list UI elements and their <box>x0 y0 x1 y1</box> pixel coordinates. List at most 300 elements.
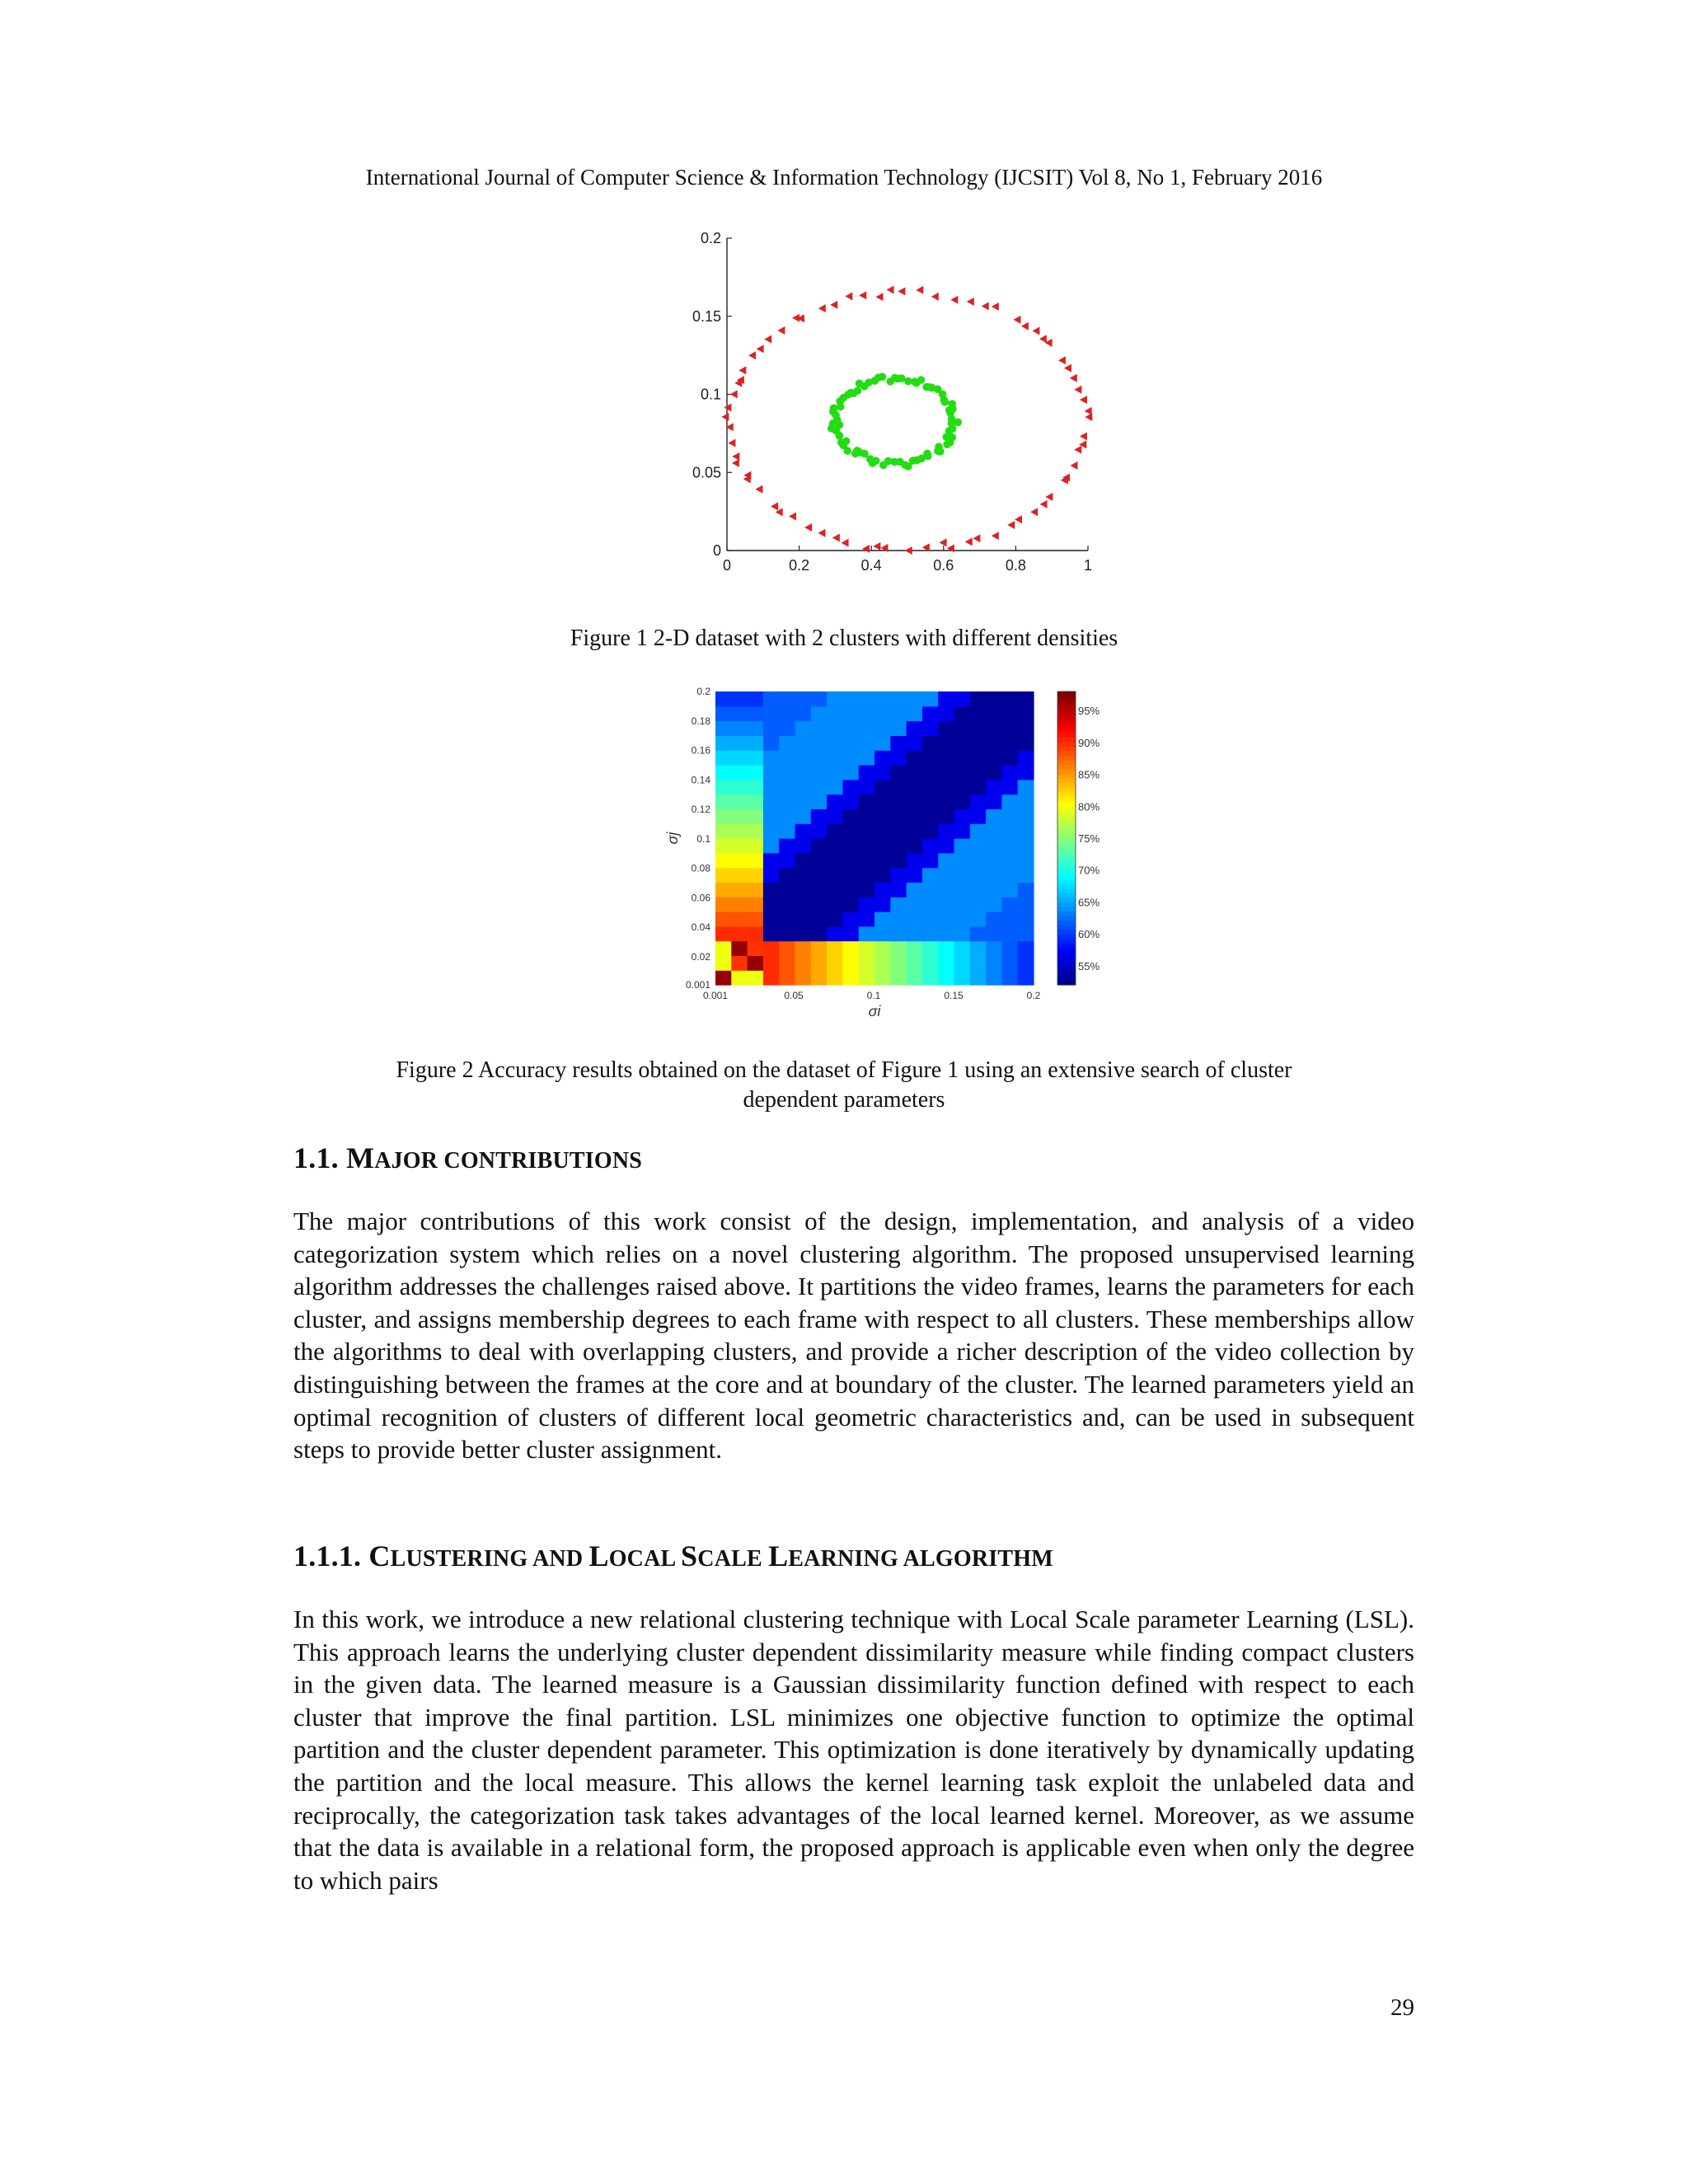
colorbar-segment <box>1057 907 1076 912</box>
heatmap-cell <box>779 735 795 750</box>
red-cluster-point <box>777 326 785 335</box>
heatmap-cell <box>795 955 812 970</box>
heatmap-cell <box>986 882 1002 897</box>
colorbar-segment <box>1057 843 1076 848</box>
heatmap-cell <box>970 750 987 765</box>
heatmap-cell <box>890 794 907 809</box>
red-cluster-point <box>967 298 974 306</box>
heatmap-cell <box>938 721 954 736</box>
heatmap-cell <box>1018 750 1034 765</box>
heatmap-cell <box>859 838 875 853</box>
colorbar-segment <box>1057 856 1076 861</box>
heatmap-cell <box>922 808 939 823</box>
colorbar-segment <box>1057 820 1076 825</box>
heatmap-cell <box>890 838 907 853</box>
heatmap-cell <box>795 780 812 794</box>
green-cluster-point <box>926 383 934 391</box>
heatmap-cell <box>731 735 748 750</box>
heatmap-cell <box>938 838 954 853</box>
heatmap-cell <box>859 970 875 985</box>
heatmap-cell <box>986 721 1002 736</box>
heatmap-cell <box>731 941 748 956</box>
heatmap-cell <box>922 780 939 794</box>
heatmap-cell <box>811 926 828 941</box>
red-cluster-point <box>1074 446 1081 454</box>
heatmap-cell <box>1001 721 1018 736</box>
x-axis-label: σi <box>868 1003 881 1019</box>
heatmap-cell <box>842 691 859 706</box>
heatmap-cell <box>986 750 1002 765</box>
heatmap-cell <box>986 808 1002 823</box>
heatmap-cell <box>907 912 923 926</box>
heatmap-cell <box>859 691 875 706</box>
colorbar-segment <box>1057 765 1076 770</box>
heatmap-cell <box>970 970 987 985</box>
x-tick-label: 0.4 <box>860 557 882 574</box>
heatmap-cell <box>874 735 891 750</box>
heatmap-cell <box>938 868 954 883</box>
heatmap-cell <box>954 941 971 956</box>
red-cluster-point <box>965 537 973 546</box>
heatmap-cell <box>763 765 780 780</box>
heatmap-cell <box>763 808 780 823</box>
heatmap-cell <box>763 750 780 765</box>
heatmap-cell <box>907 721 923 736</box>
heatmap-cell <box>811 970 828 985</box>
figure-1-scatter-plot <box>676 231 1104 585</box>
heatmap-cell <box>715 721 732 736</box>
heatmap-cell <box>970 838 987 853</box>
heatmap-cell <box>731 808 748 823</box>
heatmap-cell <box>1018 706 1034 721</box>
heatmap-cell <box>970 926 987 941</box>
heatmap-cell <box>890 691 907 706</box>
red-cluster-point <box>862 545 870 553</box>
heatmap-cell <box>1001 794 1018 809</box>
red-cluster-point <box>1058 356 1066 364</box>
colorbar-segment <box>1057 797 1076 802</box>
heatmap-cell <box>922 970 939 985</box>
heatmap-cell <box>907 838 923 853</box>
heatmap-cell <box>874 912 891 926</box>
red-cluster-point <box>818 304 826 312</box>
heatmap-cell <box>827 853 843 868</box>
red-cluster-point <box>1074 386 1081 394</box>
heatmap-cell <box>1001 823 1018 838</box>
red-cluster-point <box>973 534 980 542</box>
colorbar-segment <box>1057 770 1076 775</box>
heatmap-cell <box>874 926 891 941</box>
x-tick-label: 0.05 <box>784 990 804 1001</box>
heatmap-cell <box>1018 882 1034 897</box>
heatmap-cell <box>874 780 891 794</box>
heatmap-cell <box>970 955 987 970</box>
heatmap-cell <box>811 853 828 868</box>
heatmap-cell <box>731 721 748 736</box>
heatmap-cell <box>748 912 764 926</box>
heatmap-cell <box>763 882 780 897</box>
heatmap-cell <box>859 721 875 736</box>
heatmap-cell <box>890 780 907 794</box>
heatmap-cell <box>874 794 891 809</box>
red-cluster-point <box>830 301 837 309</box>
x-tick-label: 0.6 <box>933 557 954 574</box>
colorbar-segment <box>1057 724 1076 729</box>
heatmap-cell <box>763 868 780 883</box>
heatmap-cell <box>938 808 954 823</box>
red-cluster-point <box>748 351 756 359</box>
red-cluster-point <box>1085 407 1092 415</box>
colorbar-segment <box>1057 779 1076 784</box>
heatmap-cell <box>779 780 795 794</box>
heatmap-cell <box>986 838 1002 853</box>
heatmap-cell <box>859 750 875 765</box>
colorbar-segment <box>1057 802 1076 807</box>
heatmap-cell <box>715 706 732 721</box>
heatmap-cell <box>890 706 907 721</box>
heatmap-cell <box>1018 765 1034 780</box>
heatmap-cell <box>1018 823 1034 838</box>
green-cluster-point <box>872 457 880 465</box>
y-tick-label: 0.16 <box>691 744 710 757</box>
heatmap-cell <box>859 926 875 941</box>
heatmap-cell <box>1018 955 1034 970</box>
heatmap-cell <box>890 721 907 736</box>
heatmap-cell <box>827 868 843 883</box>
red-cluster-point <box>732 459 739 467</box>
colorbar-segment <box>1057 930 1076 935</box>
heatmap-cell <box>715 794 732 809</box>
heatmap-cell <box>970 941 987 956</box>
heatmap-cell <box>795 691 812 706</box>
heatmap-cell <box>859 808 875 823</box>
heatmap-cell <box>907 868 923 883</box>
heatmap-cell <box>986 955 1002 970</box>
colorbar-segment <box>1057 916 1076 921</box>
colorbar-segment <box>1057 792 1076 797</box>
green-cluster-point <box>924 452 932 461</box>
heatmap-cell <box>811 691 828 706</box>
x-tick-label: 0.2 <box>789 557 810 574</box>
heatmap-cell <box>795 706 812 721</box>
red-cluster-point <box>724 403 731 411</box>
heatmap-cell <box>779 912 795 926</box>
red-cluster-point <box>950 296 958 304</box>
heatmap-cell <box>779 941 795 956</box>
heatmap-cell <box>890 735 907 750</box>
heatmap-cell <box>763 897 780 912</box>
heatmap-cell <box>748 721 764 736</box>
colorbar-tick-label: 55% <box>1078 959 1100 972</box>
heatmap-cell <box>859 794 875 809</box>
heatmap-cell <box>859 912 875 926</box>
y-tick-label: 0.04 <box>691 921 710 934</box>
heatmap-cell <box>986 912 1002 926</box>
heatmap-cell <box>842 926 859 941</box>
heatmap-cell <box>795 897 812 912</box>
heatmap-cell <box>954 853 971 868</box>
red-cluster-point <box>1040 500 1048 509</box>
red-cluster-point <box>1080 396 1087 404</box>
heatmap-cell <box>970 853 987 868</box>
heatmap-cell <box>827 941 843 956</box>
heatmap-cell <box>986 868 1002 883</box>
heatmap-cell <box>907 750 923 765</box>
colorbar-segment <box>1057 806 1076 811</box>
heatmap-cell <box>779 765 795 780</box>
heatmap-cell <box>811 823 828 838</box>
heatmap-cell <box>986 897 1002 912</box>
heatmap-cell <box>1001 882 1018 897</box>
heatmap-cell <box>731 780 748 794</box>
heatmap-cell <box>1018 808 1034 823</box>
colorbar-segment <box>1057 953 1076 958</box>
heatmap-cell <box>1001 912 1018 926</box>
heatmap-cell <box>842 882 859 897</box>
heatmap-cell <box>748 780 764 794</box>
heatmap-cell <box>763 955 780 970</box>
y-tick-label: 0.08 <box>691 862 710 874</box>
heatmap-cell <box>986 941 1002 956</box>
heatmap-cell <box>1018 691 1034 706</box>
heatmap-cell <box>827 735 843 750</box>
heatmap-cell <box>842 955 859 970</box>
heatmap-cell <box>874 721 891 736</box>
heatmap-cell <box>811 897 828 912</box>
heatmap-cell <box>715 941 732 956</box>
heatmap-cell <box>922 735 939 750</box>
heatmap-cell <box>907 897 923 912</box>
heatmap-cell <box>874 808 891 823</box>
red-cluster-point <box>755 485 762 494</box>
colorbar-segment <box>1057 815 1076 820</box>
heatmap-cell <box>907 823 923 838</box>
heatmap-cell <box>715 691 732 706</box>
red-cluster-point <box>982 302 989 311</box>
heatmap-cell <box>922 897 939 912</box>
heatmap-cell <box>986 735 1002 750</box>
paragraph-lsl-algorithm: In this work, we introduce a new relational clustering technique with Local Scale parameter Learning (LSL). This approach learns the underlying cluster dependent dissimilarity measure while finding compact clusters in the given data. The learned measure is a Gaussian dissimilarity function defined with respect to each cluster that improve the final partition. LSL minimizes one objective function to optimize the optimal partition and the cluster dependent parameter. This optimization is done iteratively by dynamically updating the partition and the local measure. This allows the kernel learning task exploit the unlabeled data and reciprocally, the categorization task takes advantages of the local learned kernel. Moreover, as we assume that the data is available in a relational form, the proposed approach is applicable even when only the degree to which pairs <box>293 1605 1414 1895</box>
page-number: 29 <box>1390 1994 1414 2021</box>
heatmap-cell <box>938 735 954 750</box>
heatmap-cell <box>715 882 732 897</box>
heatmap-cell <box>1018 941 1034 956</box>
heatmap-cell <box>1001 808 1018 823</box>
figure-2-caption-line-1: Figure 2 Accuracy results obtained on the dataset of Figure 1 using an extensive search of cluster <box>396 1057 1292 1083</box>
heatmap-cell <box>779 853 795 868</box>
heatmap-cell <box>907 970 923 985</box>
heatmap-cell <box>748 750 764 765</box>
heatmap-cell <box>938 970 954 985</box>
heatmap-cell <box>811 955 828 970</box>
heatmap-cell <box>954 794 971 809</box>
heatmap-cell <box>827 794 843 809</box>
y-tick-label: 0.001 <box>685 979 710 991</box>
heatmap-cell <box>1001 853 1018 868</box>
heatmap-cell <box>970 912 987 926</box>
heatmap-cell <box>954 780 971 794</box>
red-cluster-point <box>842 539 849 547</box>
red-cluster-point <box>804 523 812 532</box>
heatmap-cell <box>1018 721 1034 736</box>
x-tick-label: 0.1 <box>866 990 881 1001</box>
title-cap: L <box>768 1540 789 1572</box>
figure-1-caption: Figure 1 2-D dataset with 2 clusters with different densities <box>570 626 1118 651</box>
colorbar-tick-label: 95% <box>1078 705 1100 718</box>
heatmap-cell <box>1018 853 1034 868</box>
heatmap-cell <box>715 750 732 765</box>
red-cluster-point <box>1070 374 1077 382</box>
heatmap-cell <box>779 882 795 897</box>
colorbar-segment <box>1057 783 1076 788</box>
heatmap-cell <box>842 838 859 853</box>
heatmap-cell <box>827 823 843 838</box>
title-rest: OCAL <box>608 1546 682 1572</box>
green-cluster-point <box>904 377 912 386</box>
heatmap-cell <box>922 868 939 883</box>
heatmap-cell <box>715 808 732 823</box>
heatmap-cell <box>748 808 764 823</box>
heatmap-cell <box>827 897 843 912</box>
heatmap-cell <box>1018 912 1034 926</box>
red-cluster-point <box>721 413 729 421</box>
title-rest: LUSTERING AND <box>390 1546 589 1572</box>
heatmap-cell <box>1018 780 1034 794</box>
colorbar-segment <box>1057 729 1076 733</box>
red-cluster-point <box>764 335 771 344</box>
heatmap-cell <box>1018 897 1034 912</box>
heatmap-cell <box>827 882 843 897</box>
section-heading-1-1 <box>293 1140 642 1179</box>
heatmap-cell <box>795 823 812 838</box>
heatmap-cell <box>874 838 891 853</box>
y-tick-label: 0.18 <box>691 715 710 727</box>
red-cluster-point <box>875 293 883 301</box>
colorbar-segment <box>1057 949 1076 954</box>
red-cluster-point <box>931 293 939 301</box>
heatmap-cell <box>1001 706 1018 721</box>
heatmap-cell <box>827 912 843 926</box>
heatmap-cell <box>779 868 795 883</box>
figure-2-heatmap <box>659 680 1104 1026</box>
red-cluster-point <box>818 529 825 537</box>
heatmap-cell <box>811 868 828 883</box>
heatmap-cell <box>827 808 843 823</box>
heatmap-cell <box>859 823 875 838</box>
heatmap-cell <box>890 882 907 897</box>
heatmap-cell <box>859 706 875 721</box>
running-header: International Journal of Computer Science & Information Technology (IJCSIT) Vol 8, No 1, February 2016 <box>365 165 1323 190</box>
heatmap-cell <box>1018 735 1034 750</box>
colorbar-segment <box>1057 898 1076 902</box>
red-cluster-point <box>757 344 764 353</box>
red-cluster-point <box>1039 335 1047 343</box>
heatmap-cell <box>1001 691 1018 706</box>
colorbar-segment <box>1057 884 1076 889</box>
heatmap-cell <box>922 750 939 765</box>
heatmap-cell <box>715 780 732 794</box>
red-cluster-point <box>916 286 923 294</box>
heatmap-cell <box>795 912 812 926</box>
colorbar-segment <box>1057 691 1076 696</box>
heatmap-cell <box>938 691 954 706</box>
heatmap-cell <box>779 955 795 970</box>
paragraph-major-contributions: The major contributions of this work consist of the design, implementation, and analysis of a video categorization system which relies on a novel clustering algorithm. The proposed unsupervised learning algorithm addresses the challenges raised above. It partitions the video frames, learns the parameters for each cluster, and assigns membership degrees to each frame with respect to all clusters. These memberships allow the algorithms to deal with overlapping clusters, and provide a richer description of the video collection by distinguishing between the frames at the core and at boundary of the cluster. The learned parameters yield an optimal recognition of clusters of different local geometric characteristics and, can be used in subsequent steps to provide better cluster assignment. <box>293 1207 1414 1465</box>
colorbar-segment <box>1057 760 1076 765</box>
section-number: 1.1.1. <box>293 1540 369 1572</box>
heatmap-cell <box>842 941 859 956</box>
x-tick-label: 0.15 <box>944 990 964 1001</box>
heatmap-cell <box>842 780 859 794</box>
heatmap-cell <box>748 691 764 706</box>
heatmap-cell <box>748 838 764 853</box>
heatmap-cell <box>1001 735 1018 750</box>
heatmap-cell <box>763 912 780 926</box>
heatmap-cell <box>970 691 987 706</box>
red-cluster-point <box>732 452 739 461</box>
heatmap-cell <box>748 868 764 883</box>
heatmap-cell <box>748 882 764 897</box>
heatmap-cell <box>874 970 891 985</box>
y-tick-label: 0.02 <box>691 951 710 963</box>
heatmap-cell <box>859 765 875 780</box>
heatmap-cell <box>795 838 812 853</box>
heatmap-cell <box>1001 765 1018 780</box>
heatmap-cell <box>842 735 859 750</box>
y-tick-label: 0.06 <box>691 892 710 904</box>
colorbar-segment <box>1057 870 1076 875</box>
heatmap-cell <box>795 970 812 985</box>
heatmap-cell <box>874 868 891 883</box>
heatmap-cell <box>922 838 939 853</box>
x-tick-label: 0.8 <box>1005 557 1026 574</box>
red-cluster-point <box>887 286 894 294</box>
heatmap-cell <box>890 868 907 883</box>
heatmap-cell <box>731 926 748 941</box>
heatmap-cell <box>842 868 859 883</box>
title-rest: EARNING ALGORITHM <box>788 1546 1053 1572</box>
heatmap-cell <box>715 853 732 868</box>
colorbar-tick-label: 60% <box>1078 928 1100 941</box>
heatmap-cell <box>827 750 843 765</box>
heatmap-cell <box>731 912 748 926</box>
y-tick-label: 0.05 <box>692 464 721 481</box>
heatmap-cell <box>748 853 764 868</box>
heatmap-cell <box>890 941 907 956</box>
heatmap-cell <box>795 735 812 750</box>
colorbar-segment <box>1057 747 1076 752</box>
colorbar-segment <box>1057 976 1076 981</box>
y-tick-label: 0.15 <box>692 307 721 325</box>
y-tick-label: 0.1 <box>696 832 710 845</box>
colorbar-segment <box>1057 738 1076 743</box>
heatmap-cell <box>986 970 1002 985</box>
heatmap-cell <box>811 735 828 750</box>
heatmap-cell <box>922 926 939 941</box>
colorbar-segment <box>1057 865 1076 870</box>
section-heading-1-1-1 <box>293 1538 1053 1577</box>
heatmap-cell <box>890 750 907 765</box>
heatmap-cell <box>970 721 987 736</box>
heatmap-cell <box>970 823 987 838</box>
heatmap-cell <box>715 897 732 912</box>
heatmap-cell <box>748 955 764 970</box>
heatmap-cell <box>731 838 748 853</box>
heatmap-cell <box>907 882 923 897</box>
heatmap-cell <box>748 765 764 780</box>
heatmap-cell <box>907 765 923 780</box>
heatmap-cell <box>827 721 843 736</box>
